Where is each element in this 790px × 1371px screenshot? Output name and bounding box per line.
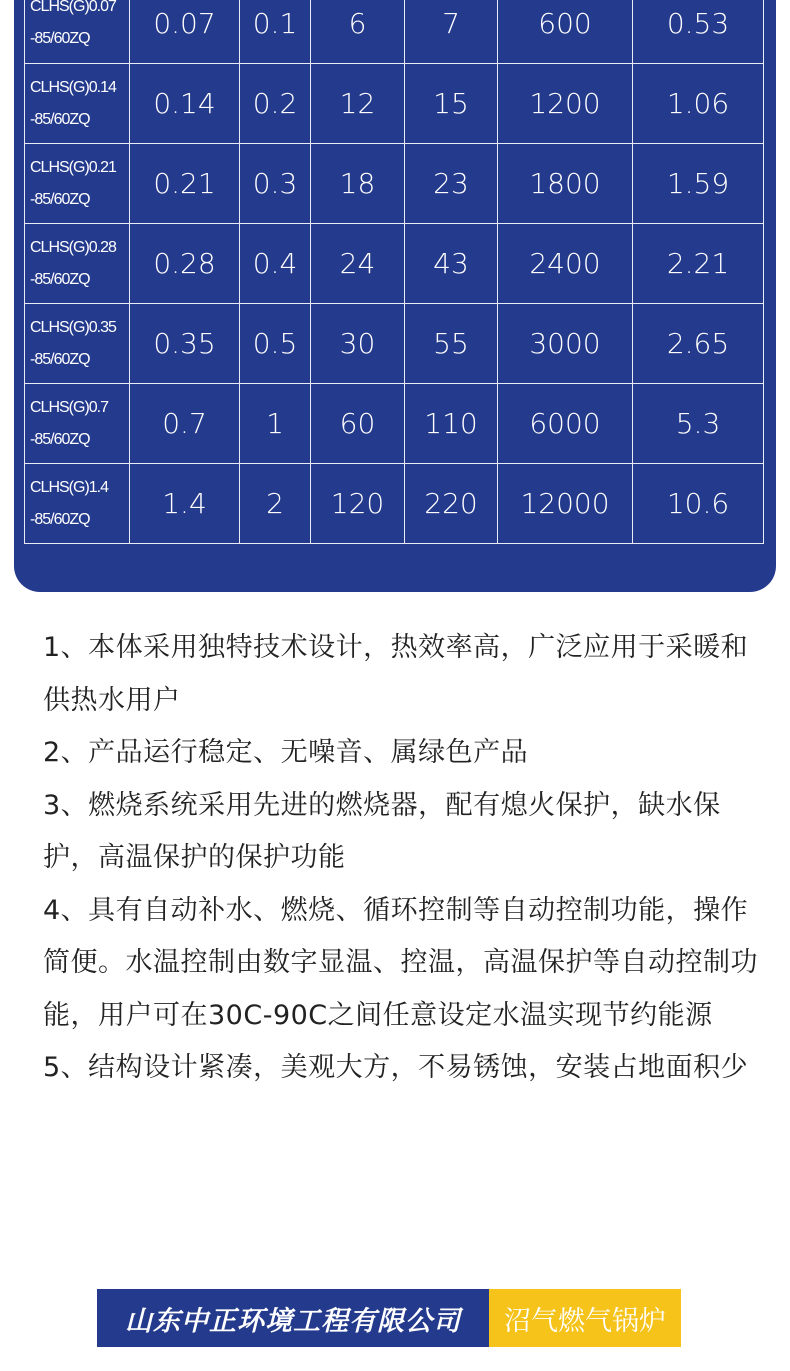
value-cell: 7 — [405, 0, 498, 64]
value-cell: 0.07 — [130, 0, 240, 64]
value-cell: 10.6 — [633, 464, 764, 544]
value-cell: 43 — [405, 224, 498, 304]
value-cell: 0.28 — [130, 224, 240, 304]
model-line-1: CLHS(G)0.07 — [30, 0, 116, 15]
value-cell: 18 — [311, 144, 405, 224]
value-cell: 0.5 — [240, 304, 311, 384]
value-cell: 5.3 — [633, 384, 764, 464]
spec-table — [24, 0, 764, 544]
value-cell: 1.59 — [633, 144, 764, 224]
table-row — [25, 0, 764, 64]
model-cell — [25, 384, 130, 464]
model-line-2: -85/60ZQ — [30, 510, 90, 528]
value-cell: 0.21 — [130, 144, 240, 224]
model-line-1: CLHS(G)0.35 — [30, 318, 116, 336]
value-cell: 0.2 — [240, 64, 311, 144]
value-cell: 0.53 — [633, 0, 764, 64]
model-line-1: CLHS(G)0.7 — [30, 398, 109, 416]
value-cell: 60 — [311, 384, 405, 464]
model-cell — [25, 0, 130, 64]
value-cell: 6000 — [498, 384, 633, 464]
value-cell: 12000 — [498, 464, 633, 544]
model-line-1: CLHS(G)0.28 — [30, 238, 116, 256]
value-cell: 6 — [311, 0, 405, 64]
model-line-2: -85/60ZQ — [30, 110, 90, 128]
model-cell — [25, 304, 130, 384]
value-cell: 220 — [405, 464, 498, 544]
model-line-2: -85/60ZQ — [30, 350, 90, 368]
feature-item-4: 4、具有自动补水、燃烧、循环控制等自动控制功能，操作简便。水温控制由数字显温、控温，高温保护等自动控制功能，用户可在30C-90C之间任意设定水温实现节约能源 — [43, 894, 758, 1031]
value-cell: 600 — [498, 0, 633, 64]
value-cell: 15 — [405, 64, 498, 144]
feature-item-5: 5、结构设计紧凑，美观大方，不易锈蚀，安装占地面积少 — [43, 1052, 749, 1083]
value-cell: 1.4 — [130, 464, 240, 544]
value-cell: 1 — [240, 384, 311, 464]
model-cell — [25, 224, 130, 304]
feature-item-3: 3、燃烧系统采用先进的燃烧器，配有熄火保护，缺水保护，高温保护的保护功能 — [43, 789, 721, 873]
model-line-2: -85/60ZQ — [30, 430, 90, 448]
model-line-1: CLHS(G)1.4 — [30, 478, 109, 496]
model-line-2: -85/60ZQ — [30, 270, 90, 288]
value-cell: 2.65 — [633, 304, 764, 384]
value-cell: 120 — [311, 464, 405, 544]
table-row — [25, 64, 764, 144]
model-line-2: -85/60ZQ — [30, 30, 90, 47]
table-row — [25, 464, 764, 544]
table-row — [25, 144, 764, 224]
value-cell: 0.4 — [240, 224, 311, 304]
model-line-2: -85/60ZQ — [30, 190, 90, 208]
feature-list — [43, 622, 758, 1095]
value-cell: 23 — [405, 144, 498, 224]
value-cell: 1800 — [498, 144, 633, 224]
value-cell: 55 — [405, 304, 498, 384]
spec-table-body — [25, 0, 764, 544]
value-cell: 0.7 — [130, 384, 240, 464]
footer-banner — [97, 1289, 681, 1347]
model-cell — [25, 144, 130, 224]
value-cell: 0.1 — [240, 0, 311, 64]
value-cell: 0.3 — [240, 144, 311, 224]
value-cell: 0.14 — [130, 64, 240, 144]
model-line-1: CLHS(G)0.21 — [30, 158, 116, 176]
company-name: 山东中正环境工程有限公司 — [97, 1289, 489, 1347]
model-cell — [25, 64, 130, 144]
table-row — [25, 304, 764, 384]
value-cell: 1.06 — [633, 64, 764, 144]
value-cell: 2.21 — [633, 224, 764, 304]
feature-item-2: 2、产品运行稳定、无噪音、属绿色产品 — [43, 737, 529, 768]
feature-item-1: 1、本体采用独特技术设计，热效率高，广泛应用于采暖和供热水用户 — [43, 632, 749, 716]
value-cell: 2400 — [498, 224, 633, 304]
value-cell: 12 — [311, 64, 405, 144]
model-line-1: CLHS(G)0.14 — [30, 78, 116, 96]
value-cell: 0.35 — [130, 304, 240, 384]
value-cell: 24 — [311, 224, 405, 304]
table-row — [25, 224, 764, 304]
value-cell: 1200 — [498, 64, 633, 144]
value-cell: 2 — [240, 464, 311, 544]
table-row — [25, 384, 764, 464]
value-cell: 110 — [405, 384, 498, 464]
value-cell: 30 — [311, 304, 405, 384]
model-cell — [25, 464, 130, 544]
product-name: 沼气燃气锅炉 — [489, 1289, 681, 1347]
value-cell: 3000 — [498, 304, 633, 384]
